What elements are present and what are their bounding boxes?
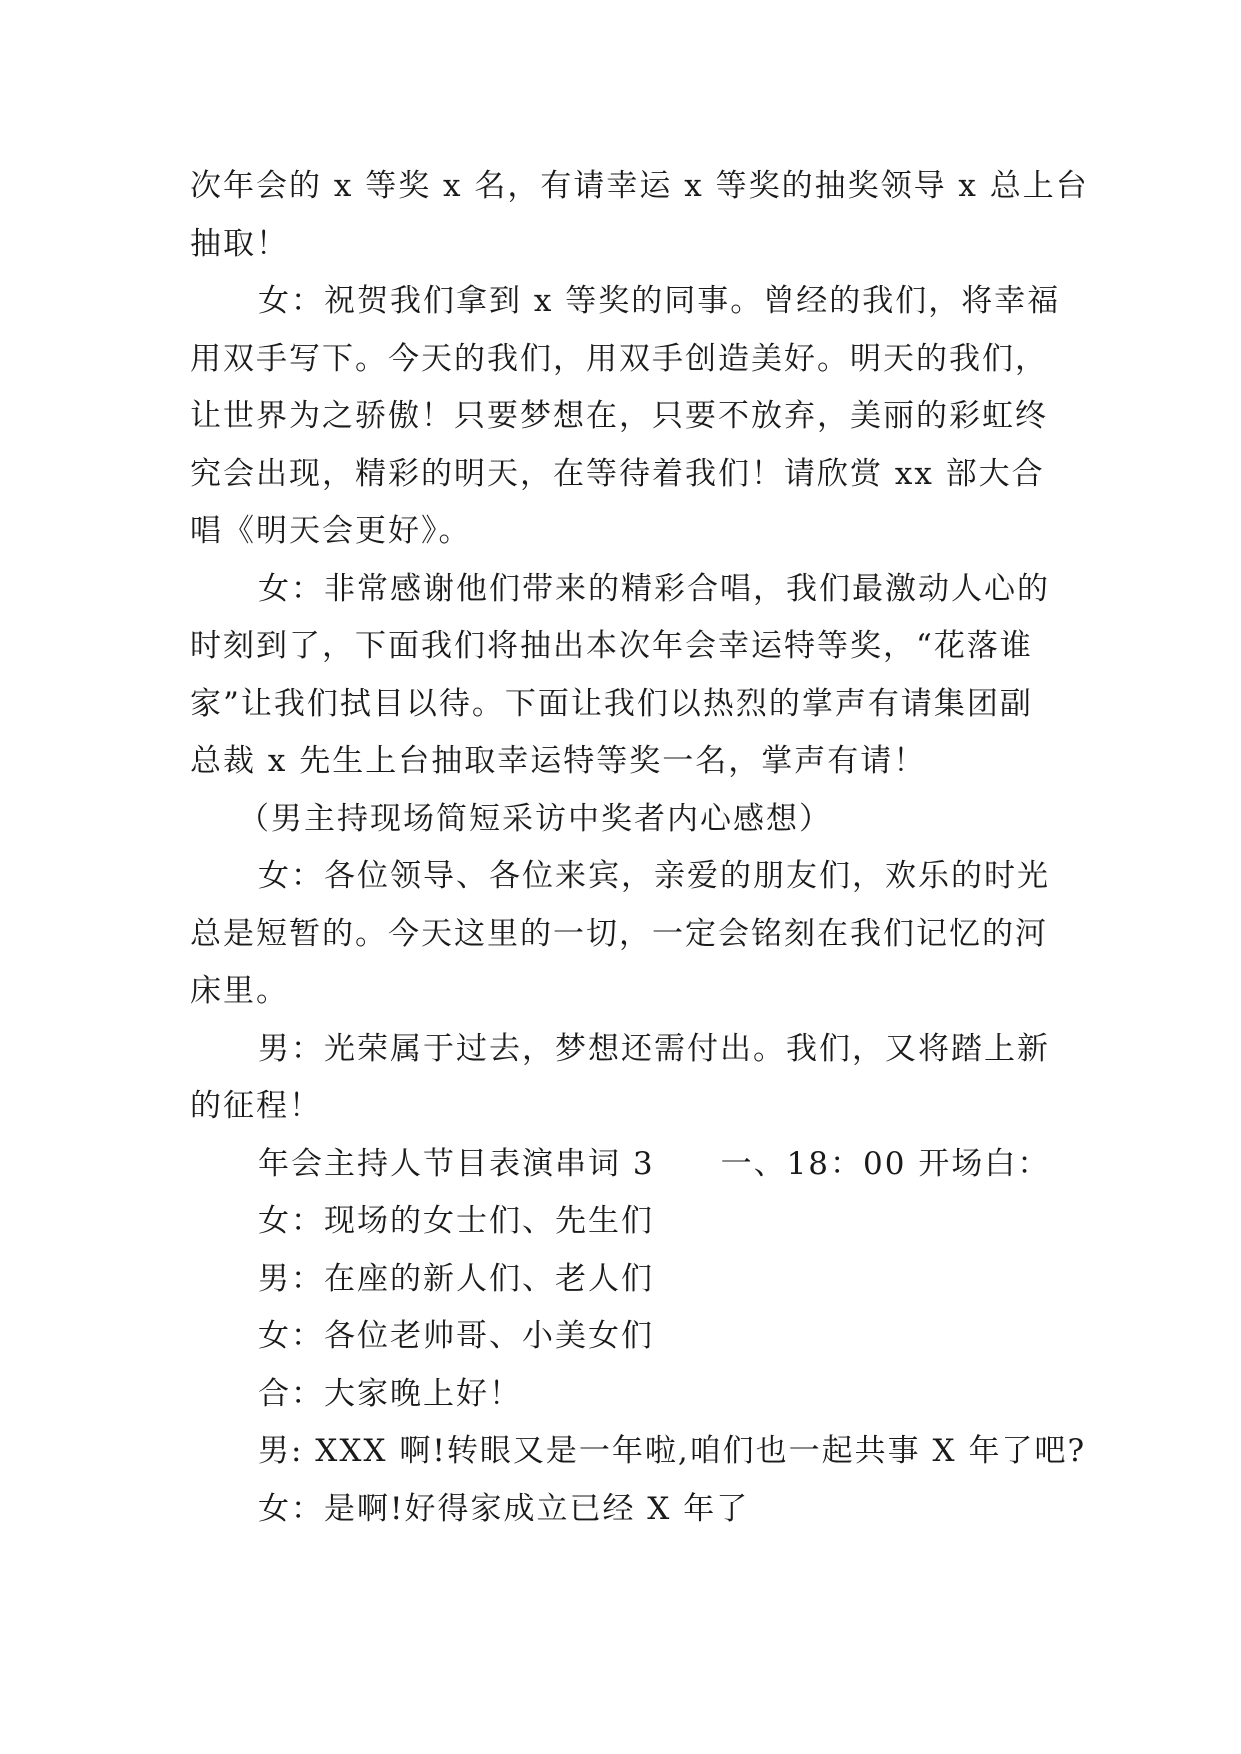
text-line: 男：光荣属于过去，梦想还需付出。我们，又将踏上新 bbox=[258, 1030, 1050, 1067]
text-line: 用双手写下。今天的我们，用双手创造美好。明天的我们， bbox=[190, 340, 1048, 377]
text-line: 的征程！ bbox=[190, 1088, 322, 1124]
text-line: 女：各位老帅哥、小美女们 bbox=[258, 1318, 654, 1354]
text-line: 家”让我们拭目以待。下面让我们以热烈的掌声有请集团副 bbox=[190, 685, 1033, 722]
text-line: 合：大家晚上好！ bbox=[258, 1375, 522, 1412]
text-line: 总裁 x 先生上台抽取幸运特等奖一名，掌声有请！ bbox=[190, 743, 927, 779]
text-line: 次年会的 x 等奖 x 名，有请幸运 x 等奖的抽奖领导 x 总上台 bbox=[190, 168, 1089, 204]
text-line: 男: XXX 啊!转眼又是一年啦,咱们也一起共事 X 年了吧? bbox=[258, 1433, 1087, 1469]
text-line: 总是短暂的。今天这里的一切，一定会铭刻在我们记忆的河 bbox=[190, 915, 1048, 952]
text-line: 唱《明天会更好》。 bbox=[190, 513, 472, 549]
section-heading-line: 年会主持人节目表演串词 3 一、18：00 开场白： bbox=[258, 1145, 1051, 1182]
text-line: 男：在座的新人们、老人们 bbox=[258, 1260, 654, 1297]
text-line: 女：现场的女士们、先生们 bbox=[258, 1203, 654, 1239]
text-line: 女：各位领导、各位来宾，亲爱的朋友们，欢乐的时光 bbox=[258, 858, 1050, 894]
text-line: 让世界为之骄傲！只要梦想在，只要不放弃，美丽的彩虹终 bbox=[190, 398, 1048, 434]
text-line: 抽取！ bbox=[190, 225, 289, 262]
text-line: （男主持现场简短采访中奖者内心感想） bbox=[238, 800, 832, 837]
document-body bbox=[190, 158, 1089, 1538]
text-line: 床里。 bbox=[190, 973, 289, 1009]
text-line: 女：祝贺我们拿到 x 等奖的同事。曾经的我们，将幸福 bbox=[258, 283, 1061, 319]
text-line: 女：是啊!好得家成立已经 X 年了 bbox=[258, 1490, 750, 1527]
text-line: 女：非常感谢他们带来的精彩合唱，我们最激动人心的 bbox=[258, 570, 1050, 607]
text-line: 时刻到了，下面我们将抽出本次年会幸运特等奖，“花落谁 bbox=[190, 628, 1033, 664]
text-line: 究会出现，精彩的明天，在等待着我们！请欣赏 xx 部大合 bbox=[190, 455, 1045, 492]
